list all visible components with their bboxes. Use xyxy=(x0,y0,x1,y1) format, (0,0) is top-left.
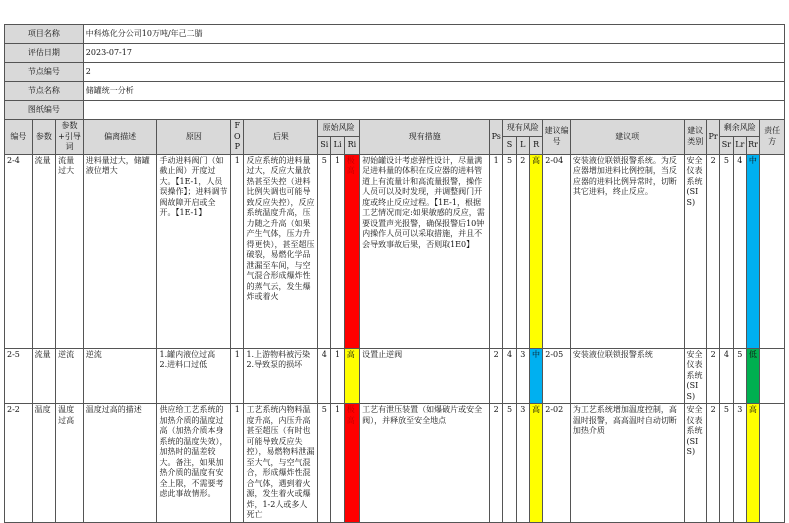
row-measures: 初始罐设计考虑弹性设计，尽量满足进料量的体积在反应器的进料管道上有流量计和高流量报警，操作人员可以及时发现，并调整阀门开度或终止反应过程。【1E-1，根据工艺情况而定:如果敏感的反应，需要设置声光报警，确保报警后10钟内操作人员可以采取措施，并且不会导致事故后果，否则取1E0】 xyxy=(360,154,490,348)
row-lr: 5 xyxy=(733,348,746,404)
row-ri-badge: 高 xyxy=(344,348,359,404)
col-ri: Ri xyxy=(344,137,359,154)
col-orig-risk: 原始风险 xyxy=(318,120,360,137)
row-pr: 2 xyxy=(707,154,720,348)
col-fop: FOP xyxy=(231,120,244,155)
row-guideword: 流量过大 xyxy=(56,154,84,348)
header-row-drawing xyxy=(5,101,785,120)
header-row-date xyxy=(5,44,785,63)
row-pr: 2 xyxy=(707,348,720,404)
row-no: 2-2 xyxy=(5,404,33,523)
node-name-label: 节点名称 xyxy=(5,82,84,101)
col-consequence: 后果 xyxy=(244,120,318,155)
col-rec-no: 建议编号 xyxy=(543,120,571,155)
row-ri-badge: 极高 xyxy=(344,154,359,348)
row-s: 5 xyxy=(503,154,516,348)
col-r: R xyxy=(529,137,542,154)
row-l: 3 xyxy=(516,404,529,523)
row-rec: 安装液位联锁报警系统 xyxy=(570,348,684,404)
row-rec-type: 安全仪表系统(SIS) xyxy=(684,404,707,523)
row-sr: 4 xyxy=(720,348,733,404)
col-si: Si xyxy=(318,137,331,154)
row-consequence: 工艺系统内物料温度升高，内压升高甚至超压（有时也可能导致反应失控），易燃物料泄漏至大气，与空气混合，形成爆炸性混合气体，遇到着火源，发生着火或爆炸，1-2人或多人死亡 xyxy=(244,404,318,523)
header-row-project xyxy=(5,25,785,44)
row-param: 流量 xyxy=(32,154,56,348)
col-pr: Pr xyxy=(707,120,720,155)
row-r-badge: 高 xyxy=(529,154,542,348)
col-lr: Lr xyxy=(733,137,746,154)
col-cause: 原因 xyxy=(157,120,231,155)
row-fop: 1 xyxy=(231,154,244,348)
project-value: 中科炼化分公司10万吨/年己二腈 xyxy=(83,25,784,44)
row-measures: 工艺有泄压装置（如爆破片或安全阀），并释放至安全地点 xyxy=(360,404,490,523)
row-guideword: 逆流 xyxy=(56,348,84,404)
row-si: 4 xyxy=(318,348,331,404)
row-cause: 1.罐内液位过高 2.进料口过低 xyxy=(157,348,231,404)
row-l: 3 xyxy=(516,348,529,404)
row-no: 2-4 xyxy=(5,154,33,348)
hazop-table xyxy=(4,24,785,523)
row-guideword: 温度过高 xyxy=(56,404,84,523)
col-no: 编号 xyxy=(5,120,33,155)
col-deviation: 偏离描述 xyxy=(83,120,157,155)
col-ps: Ps xyxy=(490,120,503,155)
row-sr: 5 xyxy=(720,404,733,523)
row-fop: 1 xyxy=(231,404,244,523)
col-res-risk: 剩余风险 xyxy=(720,120,760,137)
row-r-badge: 中 xyxy=(529,348,542,404)
col-param: 参数 xyxy=(32,120,56,155)
row-pr: 2 xyxy=(707,404,720,523)
row-deviation: 逆流 xyxy=(83,348,157,404)
header-row-node-no xyxy=(5,63,785,82)
row-rr-badge: 低 xyxy=(746,348,759,404)
row-consequence: 1.上游物料被污染 2.导致泵的损坏 xyxy=(244,348,318,404)
node-no-label: 节点编号 xyxy=(5,63,84,82)
row-owner xyxy=(760,404,785,523)
col-rr: Rr xyxy=(746,137,759,154)
row-param: 流量 xyxy=(32,348,56,404)
header-row-node-name xyxy=(5,82,785,101)
row-si: 5 xyxy=(318,154,331,348)
row-s: 4 xyxy=(503,348,516,404)
row-ri-badge: 极高 xyxy=(344,404,359,523)
row-lr: 4 xyxy=(733,154,746,348)
col-li: Li xyxy=(331,137,344,154)
row-consequence: 反应系统的进料量过大，反应大量放热甚至失控（进料比例失调也可能导致反应失控），反应系统温度升高，压力随之升高（如果产生气体，压力升得更快），甚至超压破裂，易燃化学品泄漏至车间，与空气混合形成爆炸性的蒸气云，发生爆炸或着火 xyxy=(244,154,318,348)
row-cause: 手动进料阀门（如截止阀）开度过大。【1E-1，人员误操作】；进料调节阀故障开启或全开。【1E-1】 xyxy=(157,154,231,348)
row-rec-no: 2-04 xyxy=(543,154,571,348)
drawing-label: 图纸编号 xyxy=(5,101,84,120)
row-no: 2-5 xyxy=(5,348,33,404)
row-li: 1 xyxy=(331,348,344,404)
row-rec-no: 2-02 xyxy=(543,404,571,523)
row-r-badge: 高 xyxy=(529,404,542,523)
row-si: 5 xyxy=(318,404,331,523)
row-rr-badge: 中 xyxy=(746,154,759,348)
row-ps: 2 xyxy=(490,348,503,404)
col-l: L xyxy=(516,137,529,154)
row-li: 1 xyxy=(331,404,344,523)
row-owner xyxy=(760,154,785,348)
row-rec-type: 安全仪表系统(SIS) xyxy=(684,348,707,404)
hazop-worksheet xyxy=(4,24,785,523)
row-rec-no: 2-05 xyxy=(543,348,571,404)
row-rec: 为工艺系统增加温度控制，高温时报警，高高温时自动切断加热介质 xyxy=(570,404,684,523)
row-rr-badge: 高 xyxy=(746,404,759,523)
drawing-value xyxy=(83,101,784,120)
node-no-value: 2 xyxy=(83,63,784,82)
row-cause: 供应给工艺系统的加热介质的温度过高（加热介质本身系统的温度失效），加热时的温差较大。备注，如果加热介质的温度有安全上限，不需要考虑此事故情形。 xyxy=(157,404,231,523)
col-rec-type: 建议类别 xyxy=(684,120,707,155)
row-rec: 安装液位联锁报警系统。为反应器增加进料比例控制，当反应器的进料比例异常时，切断其它进料，终止反应。 xyxy=(570,154,684,348)
node-name-value: 储罐统一分析 xyxy=(83,82,784,101)
row-lr: 3 xyxy=(733,404,746,523)
row-li: 1 xyxy=(331,154,344,348)
column-header-row-1 xyxy=(5,120,785,137)
row-sr: 5 xyxy=(720,154,733,348)
row-l: 2 xyxy=(516,154,529,348)
col-guideword: 参数+引导词 xyxy=(56,120,84,155)
row-rec-type: 安全仪表系统(SIS) xyxy=(684,154,707,348)
col-rec: 建议项 xyxy=(570,120,684,155)
row-fop: 1 xyxy=(231,348,244,404)
col-measures: 现有措施 xyxy=(360,120,490,155)
col-owner: 责任方 xyxy=(760,120,785,155)
row-ps: 2 xyxy=(490,404,503,523)
col-s: S xyxy=(503,137,516,154)
row-owner xyxy=(760,348,785,404)
date-value: 2023-07-17 xyxy=(83,44,784,63)
col-cur-risk: 现有风险 xyxy=(503,120,543,137)
date-label: 评估日期 xyxy=(5,44,84,63)
table-row xyxy=(5,404,785,523)
table-row xyxy=(5,348,785,404)
project-label: 项目名称 xyxy=(5,25,84,44)
col-sr: Sr xyxy=(720,137,733,154)
row-s: 5 xyxy=(503,404,516,523)
row-deviation: 温度过高的描述 xyxy=(83,404,157,523)
row-measures: 设置止逆阀 xyxy=(360,348,490,404)
row-ps: 1 xyxy=(490,154,503,348)
row-param: 温度 xyxy=(32,404,56,523)
row-deviation: 进料量过大，储罐液位增大 xyxy=(83,154,157,348)
table-row xyxy=(5,154,785,348)
